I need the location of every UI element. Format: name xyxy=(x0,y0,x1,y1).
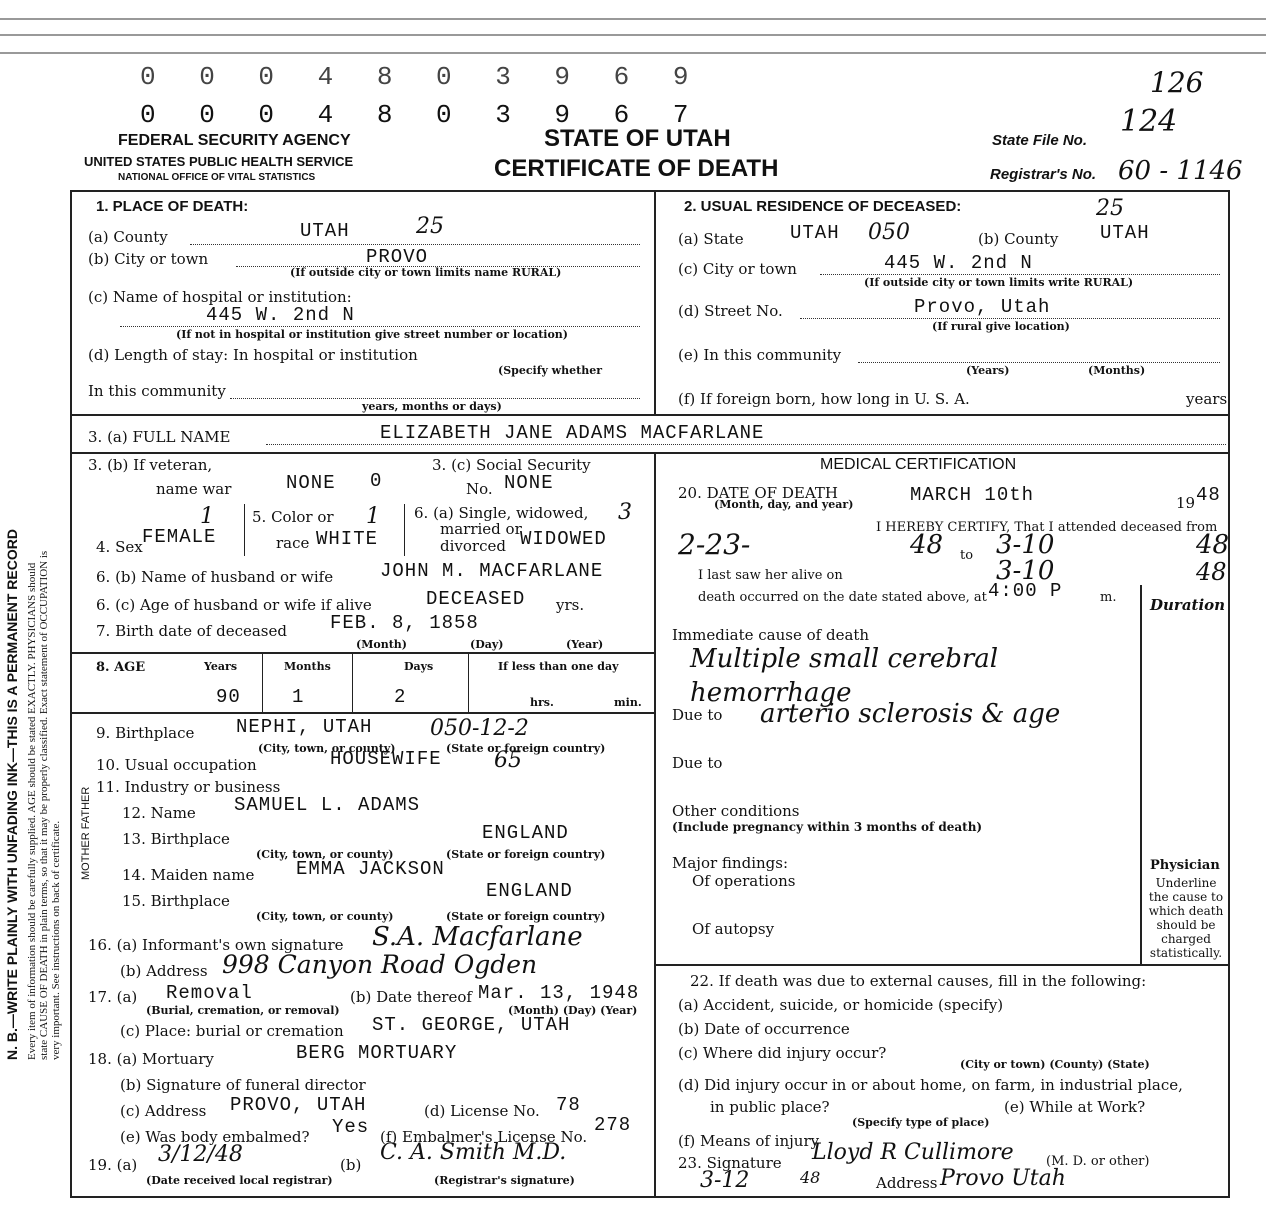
due-to-1-label: Due to xyxy=(672,706,723,724)
race: WHITE xyxy=(316,528,379,550)
divider xyxy=(244,504,245,556)
spouse-age-yrs: yrs. xyxy=(556,596,585,614)
physician-address: Provo Utah xyxy=(940,1166,1066,1191)
underline xyxy=(190,244,640,245)
disposition-date-note: (Month) (Day) (Year) xyxy=(508,1004,638,1017)
place-county: UTAH xyxy=(300,220,350,242)
res-street-label: (d) Street No. xyxy=(678,302,783,320)
operations-label: Of operations xyxy=(692,872,796,890)
cert-text: I HEREBY CERTIFY, That I attended deceased from xyxy=(876,520,1218,535)
marital-code: 3 xyxy=(618,500,632,525)
ssn: NONE xyxy=(504,472,554,494)
full-name: ELIZABETH JANE ADAMS MACFARLANE xyxy=(380,422,765,444)
disposition: Removal xyxy=(166,982,253,1004)
divider xyxy=(262,652,263,712)
immediate-cause: Multiple small cerebral hemorrhage xyxy=(690,644,999,708)
residence-heading: 2. USUAL RESIDENCE OF DECEASED: xyxy=(684,198,962,215)
state-file-no: 124 xyxy=(1120,104,1178,139)
external-label: 22. If death was due to external causes, fill in the following: xyxy=(690,972,1147,990)
birth-month: (Month) xyxy=(356,638,407,651)
birthplace: NEPHI, UTAH xyxy=(236,716,373,738)
spouse: JOHN M. MACFARLANE xyxy=(380,560,604,582)
res-state: UTAH xyxy=(790,222,840,244)
place-community-label: In this community xyxy=(88,382,226,400)
license: 78 xyxy=(556,1094,581,1116)
res-state-label: (a) State xyxy=(678,230,744,248)
mother-name: EMMA JACKSON xyxy=(296,858,445,880)
spouse-label: 6. (b) Name of husband or wife xyxy=(96,568,334,586)
father-birthplace: ENGLAND xyxy=(482,822,569,844)
informant-label: 16. (a) Informant's own signature xyxy=(88,936,344,954)
external-d2: in public place? xyxy=(710,1098,830,1116)
due-to-1: arterio sclerosis & age xyxy=(760,699,1061,729)
place-city-note: (If outside city or town limits name RURAL) xyxy=(290,266,562,279)
physician-signature: Lloyd R Cullimore xyxy=(812,1140,1014,1165)
agency-1: FEDERAL SECURITY AGENCY xyxy=(118,132,351,149)
state-file-label: State File No. xyxy=(992,132,1088,149)
signature-year: 48 xyxy=(800,1168,821,1187)
place-county-label: (a) County xyxy=(88,228,168,246)
registrar-date-note: (Date received local registrar) xyxy=(146,1174,333,1187)
informant-address-label: (b) Address xyxy=(120,962,208,980)
birthplace-note-1: (City, town, or county) xyxy=(258,742,396,755)
res-years-word: years xyxy=(1186,390,1228,408)
occupation-code: 65 xyxy=(494,748,522,773)
time-m: m. xyxy=(1100,590,1117,605)
war-label: name war xyxy=(156,480,232,498)
occurred-label: death occurred on the date stated above, at xyxy=(698,590,987,605)
age-days-label: Days xyxy=(404,660,434,673)
underline xyxy=(820,274,1220,275)
res-months: (Months) xyxy=(1088,364,1146,377)
serial-top: 0 0 0 4 8 0 3 9 6 9 xyxy=(140,62,703,92)
last-seen-label: I last saw her alive on xyxy=(698,568,843,583)
place-community-note: years, months or days) xyxy=(362,400,502,413)
signature-note: (M. D. or other) xyxy=(1046,1154,1150,1169)
res-city-label: (c) City or town xyxy=(678,260,797,278)
mother-birthplace: ENGLAND xyxy=(486,880,573,902)
mother-birthplace-label: 15. Birthplace xyxy=(122,892,230,910)
dod-19: 19 xyxy=(1176,494,1196,512)
state-title: STATE OF UTAH xyxy=(544,125,731,152)
res-years: (Years) xyxy=(966,364,1010,377)
informant-signature: S.A. Macfarlane xyxy=(372,922,583,952)
mortuary-address-label: (c) Address xyxy=(120,1102,207,1120)
external-f: (f) Means of injury xyxy=(678,1132,820,1150)
disposition-note: (Burial, cremation, or removal) xyxy=(146,1004,340,1017)
frame-bottom xyxy=(70,1196,1230,1198)
parents-label: MOTHER FATHER xyxy=(80,786,92,880)
external-c: (c) Where did injury occur? xyxy=(678,1044,887,1062)
res-county: UTAH xyxy=(1100,222,1150,244)
to-word: to xyxy=(960,548,974,563)
attended-to-year: 48 xyxy=(1196,530,1230,560)
date-of-death: MARCH 10th xyxy=(910,484,1035,506)
age-less-label: If less than one day xyxy=(498,660,619,673)
mother-note-1: (City, town, or county) xyxy=(256,910,394,923)
birth-date: FEB. 8, 1858 xyxy=(330,612,479,634)
age-months-label: Months xyxy=(284,660,331,673)
page-edge xyxy=(0,18,1266,20)
embalmed-label: (e) Was body embalmed? xyxy=(120,1128,310,1146)
due-to-2-label: Due to xyxy=(672,754,723,772)
side-line-1: Every item of information should be carefully supplied. AGE should be stated EXACTLY. PHYSICIANS should xyxy=(26,562,38,1060)
physician-heading: Physician xyxy=(1150,858,1220,873)
place-county-code: 25 xyxy=(416,214,444,239)
father-note-2: (State or foreign country) xyxy=(446,848,606,861)
other-conditions-label: Other conditions xyxy=(672,802,800,820)
birth-day: (Day) xyxy=(470,638,504,651)
race-code: 1 xyxy=(366,504,380,529)
agency-3: NATIONAL OFFICE OF VITAL STATISTICS xyxy=(118,172,316,183)
other-conditions-note: (Include pregnancy within 3 months of death) xyxy=(672,820,983,834)
war: NONE xyxy=(286,472,336,494)
divider-external xyxy=(656,964,1230,966)
birthplace-label: 9. Birthplace xyxy=(96,724,195,742)
burial-place-label: (c) Place: burial or cremation xyxy=(120,1022,344,1040)
page-edge xyxy=(0,52,1266,54)
spouse-age: DECEASED xyxy=(426,588,526,610)
mother-note-2: (State or foreign country) xyxy=(446,910,606,923)
race-label: race xyxy=(276,534,310,552)
registrar-date: 3/12/48 xyxy=(158,1142,243,1167)
frame-right xyxy=(1228,190,1230,1198)
mortuary-label: 18. (a) Mortuary xyxy=(88,1050,214,1068)
place-city: PROVO xyxy=(366,246,429,268)
occupation: HOUSEWIFE xyxy=(330,748,442,770)
time-of-death: 4:00 P xyxy=(988,580,1063,602)
res-street-note: (If rural give location) xyxy=(932,320,1070,333)
place-heading: 1. PLACE OF DEATH: xyxy=(96,198,249,215)
underline xyxy=(800,318,1220,319)
industry-label: 11. Industry or business xyxy=(96,778,281,796)
immediate-cause-label: Immediate cause of death xyxy=(672,626,870,644)
place-stay-note: (Specify whether xyxy=(498,364,603,377)
sex-code: 1 xyxy=(200,504,214,529)
occupation-label: 10. Usual occupation xyxy=(96,756,257,774)
marital-label-a: 6. (a) Single, widowed, xyxy=(414,504,589,522)
full-name-label: 3. (a) FULL NAME xyxy=(88,428,231,446)
marital-label-c: divorced xyxy=(440,537,506,555)
medical-heading: MEDICAL CERTIFICATION xyxy=(820,456,1017,473)
res-foreign-label: (f) If foreign born, how long in U. S. A. xyxy=(678,390,970,408)
divider-name xyxy=(70,414,1230,416)
disposition-date: Mar. 13, 1948 xyxy=(478,982,640,1004)
underline xyxy=(120,326,640,327)
war-code: 0 xyxy=(370,470,383,492)
birth-year: (Year) xyxy=(566,638,604,651)
age-label: 8. AGE xyxy=(96,660,146,675)
agency-2: UNITED STATES PUBLIC HEALTH SERVICE xyxy=(84,154,354,169)
mortuary: BERG MORTUARY xyxy=(296,1042,458,1064)
attended-to: 3-10 xyxy=(996,530,1055,560)
duration-label: Duration xyxy=(1150,596,1226,614)
embalmer-license-label: (f) Embalmer's License No. xyxy=(380,1128,588,1146)
age-hrs: hrs. xyxy=(530,696,554,709)
dod-note: (Month, day, and year) xyxy=(714,498,854,511)
divider-medical xyxy=(654,452,656,1196)
res-county-label: (b) County xyxy=(978,230,1059,248)
physician-note: Underline the cause to which death should be charged statistically. xyxy=(1148,876,1224,960)
birthplace-code: 050-12-2 xyxy=(430,716,529,741)
age-years: 90 xyxy=(216,686,241,708)
age-days: 2 xyxy=(394,686,407,708)
registrar-signature: C. A. Smith M.D. xyxy=(380,1140,567,1165)
divider-top xyxy=(654,190,656,415)
father-note-1: (City, town, or county) xyxy=(256,848,394,861)
external-a: (a) Accident, suicide, or homicide (specify) xyxy=(678,996,1004,1014)
registrar-sig-note: (Registrar's signature) xyxy=(434,1174,575,1187)
ssn-label: 3. (c) Social Security xyxy=(432,456,591,474)
embalmed: Yes xyxy=(332,1116,370,1138)
marital: WIDOWED xyxy=(520,528,607,550)
res-street: Provo, Utah xyxy=(914,296,1051,318)
informant-address: 998 Canyon Road Ogden xyxy=(222,950,538,979)
sex: FEMALE xyxy=(142,526,217,548)
external-c-note: (City or town) (County) (State) xyxy=(960,1058,1150,1071)
last-seen-year: 48 xyxy=(1196,558,1227,586)
veteran-label: 3. (b) If veteran, xyxy=(88,456,213,474)
underline xyxy=(230,398,640,399)
divider xyxy=(468,652,469,712)
res-city-note: (If outside city or town limits write RURAL) xyxy=(864,276,1134,289)
age-months: 1 xyxy=(292,686,305,708)
place-stay-label: (d) Length of stay: In hospital or institution xyxy=(88,346,418,364)
last-seen-date: 3-10 xyxy=(996,556,1055,586)
director-label: (b) Signature of funeral director xyxy=(120,1076,366,1094)
father-name: SAMUEL L. ADAMS xyxy=(234,794,421,816)
spouse-age-label: 6. (c) Age of husband or wife if alive xyxy=(96,596,372,614)
disposition-date-label: (b) Date thereof xyxy=(350,988,472,1006)
signature-label: 23. Signature xyxy=(678,1154,782,1172)
external-b: (b) Date of occurrence xyxy=(678,1020,850,1038)
birthplace-note-2: (State or foreign country) xyxy=(446,742,606,755)
mother-name-label: 14. Maiden name xyxy=(122,866,255,884)
res-state-code: 050 xyxy=(868,220,910,245)
divider-medical-top xyxy=(70,452,1230,454)
ssn-no-label: No. xyxy=(466,480,493,498)
place-hospital-note: (If not in hospital or institution give street number or location) xyxy=(176,328,568,341)
side-line-2: state CAUSE OF DEATH in plain terms, so that it may be properly classified. Exact statement of OCCUPATION is xyxy=(38,550,50,1060)
color-label: 5. Color or xyxy=(252,508,334,526)
side-line-3: very important. See instructions on back of certificate. xyxy=(50,820,62,1060)
page-edge xyxy=(0,34,1266,36)
place-city-label: (b) City or town xyxy=(88,250,209,268)
father-birthplace-label: 13. Birthplace xyxy=(122,830,230,848)
burial-place: ST. GEORGE, UTAH xyxy=(372,1014,571,1036)
side-note: N. B.—WRITE PLAINLY WITH UNFADING INK—THIS IS A PERMANENT RECORD xyxy=(4,529,20,1060)
frame-left xyxy=(70,190,72,1198)
license-label: (d) License No. xyxy=(424,1102,540,1120)
autopsy-label: Of autopsy xyxy=(692,920,775,938)
external-d-note: (Specify type of place) xyxy=(852,1116,990,1129)
age-years-label: Years xyxy=(204,660,238,673)
registrar-no: 60 - 1146 xyxy=(1118,156,1243,186)
signature-date: 3-12 xyxy=(700,1168,750,1193)
external-e: (e) While at Work? xyxy=(1004,1098,1146,1116)
attended-from-year: 48 xyxy=(910,530,944,560)
registrar-date-label: 19. (a) xyxy=(88,1156,138,1174)
mortuary-address: PROVO, UTAH xyxy=(230,1094,367,1116)
underline xyxy=(266,444,1226,445)
father-name-label: 12. Name xyxy=(122,804,196,822)
place-hospital: 445 W. 2nd N xyxy=(206,304,355,326)
certificate-title: CERTIFICATE OF DEATH xyxy=(494,155,779,182)
dod-label: 20. DATE OF DEATH xyxy=(678,484,838,502)
age-min: min. xyxy=(614,696,642,709)
divider-age xyxy=(70,652,656,654)
top-right-number: 126 xyxy=(1150,66,1204,99)
external-d: (d) Did injury occur in or about home, on farm, in industrial place, xyxy=(678,1076,1183,1094)
attended-from: 2-23- xyxy=(678,528,751,561)
registrar-sig-b: (b) xyxy=(340,1156,362,1174)
dod-year: 48 xyxy=(1196,484,1221,506)
embalmer-license: 278 xyxy=(594,1114,632,1136)
place-hospital-label: (c) Name of hospital or institution: xyxy=(88,288,352,306)
marital-label-b: married or xyxy=(440,520,522,538)
sex-label: 4. Sex xyxy=(96,538,143,556)
disposition-label: 17. (a) xyxy=(88,988,138,1006)
res-city: 445 W. 2nd N xyxy=(884,252,1033,274)
divider-duration xyxy=(1140,585,1142,965)
res-county-code: 25 xyxy=(1096,196,1124,221)
frame-top xyxy=(70,190,1230,192)
registrar-label: Registrar's No. xyxy=(990,166,1097,183)
divider xyxy=(404,504,405,556)
birth-label: 7. Birth date of deceased xyxy=(96,622,287,640)
major-findings-label: Major findings: xyxy=(672,854,789,872)
physician-address-label: Address xyxy=(876,1174,938,1192)
serial-main: 0 0 0 4 8 0 3 9 6 7 xyxy=(140,100,703,130)
res-community-label: (e) In this community xyxy=(678,346,842,364)
underline xyxy=(858,362,1220,363)
divider-age-bottom xyxy=(70,712,656,714)
divider xyxy=(352,652,353,712)
